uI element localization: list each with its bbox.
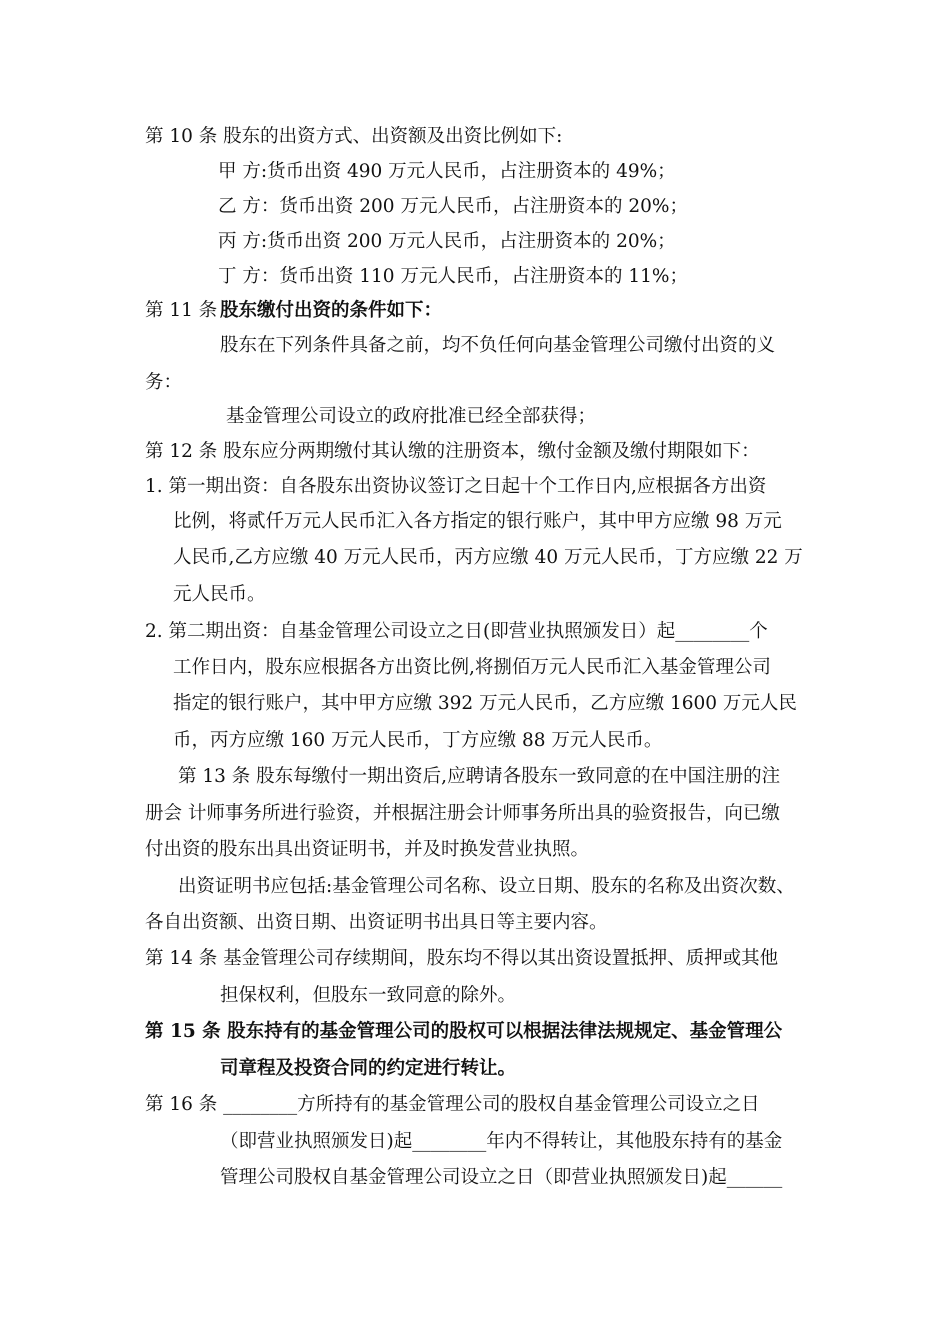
article-11-text: 股东在下列条件具备之前，均不负任何向基金管理公司缴付出资的义 — [220, 335, 776, 356]
article-12-item-1-line-3: 人民币,乙方应缴 40 万元人民币，丙方应缴 40 万元人民币，丁方应缴 22 万 — [173, 547, 803, 568]
article-15-heading: 第 15 条 股东持有的基金管理公司的股权可以根据法律法规规定、基金管理公 — [145, 1021, 783, 1042]
article-12-item-2-line-4: 币，丙方应缴 160 万元人民币，丁方应缴 88 万元人民币。 — [173, 730, 663, 751]
article-16-line-3: 管理公司股权自基金管理公司设立之日（即营业执照颁发日)起______ — [220, 1167, 783, 1188]
article-11-number: 第 11 条 — [145, 300, 218, 321]
article-11-text-continued: 务： — [145, 372, 183, 393]
article-12-item-2: 2. 第二期出资：自基金管理公司设立之日(即营业执照颁发日）起________个 — [145, 621, 768, 642]
article-12-item-1-line-2: 比例，将贰仟万元人民币汇入各方指定的银行账户，其中甲方应缴 98 万元 — [173, 511, 782, 532]
article-13-line-2: 册会 计师事务所进行验资，并根据注册会计师事务所出具的验资报告，向已缴 — [145, 803, 780, 824]
article-14-heading: 第 14 条 基金管理公司存续期间，股东均不得以其出资设置抵押、质押或其他 — [145, 948, 779, 969]
article-11-condition: 基金管理公司设立的政府批准已经全部获得； — [226, 406, 597, 427]
article-13-certificate: 出资证明书应包括:基金管理公司名称、设立日期、股东的名称及出资次数、 — [178, 876, 795, 897]
article-10-party-d: 丁 方：货币出资 110 万元人民币，占注册资本的 11%； — [218, 266, 688, 287]
article-12-item-1: 1. 第一期出资：自各股东出资协议签订之日起十个工作日内,应根据各方出资 — [145, 476, 767, 497]
article-16-heading: 第 16 条 ________方所持有的基金管理公司的股权自基金管理公司设立之日 — [145, 1094, 760, 1115]
article-10-party-a: 甲 方:货币出资 490 万元人民币，占注册资本的 49%； — [218, 161, 676, 182]
article-12-item-2-line-2: 工作日内，股东应根据各方出资比例,将捌佰万元人民币汇入基金管理公司 — [173, 657, 771, 678]
article-12-item-2-line-3: 指定的银行账户，其中甲方应缴 392 万元人民币，乙方应缴 1600 万元人民 — [173, 693, 797, 714]
article-10-party-c: 丙 方:货币出资 200 万元人民币，占注册资本的 20%； — [218, 231, 676, 252]
article-13-certificate-line-2: 各自出资额、出资日期、出资证明书出具日等主要内容。 — [145, 912, 608, 933]
article-11-heading: 股东缴付出资的条件如下： — [220, 300, 443, 321]
article-12-heading: 第 12 条 股东应分两期缴付其认缴的注册资本，缴付金额及缴付期限如下： — [145, 441, 760, 462]
article-10-party-b: 乙 方：货币出资 200 万元人民币，占注册资本的 20%； — [218, 196, 688, 217]
article-10-heading: 第 10 条 股东的出资方式、出资额及出资比例如下: — [145, 126, 563, 147]
article-13-line-3: 付出资的股东出具出资证明书，并及时换发营业执照。 — [145, 839, 590, 860]
article-12-item-1-line-4: 元人民币。 — [173, 584, 266, 605]
article-15-line-2: 司章程及投资合同的约定进行转让。 — [220, 1058, 517, 1079]
article-16-line-2: （即营业执照颁发日)起________年内不得转让，其他股东持有的基金 — [220, 1131, 783, 1152]
article-13-heading: 第 13 条 股东每缴付一期出资后,应聘请各股东一致同意的在中国注册的注 — [178, 766, 781, 787]
article-14-line-2: 担保权利，但股东一致同意的除外。 — [220, 985, 517, 1006]
